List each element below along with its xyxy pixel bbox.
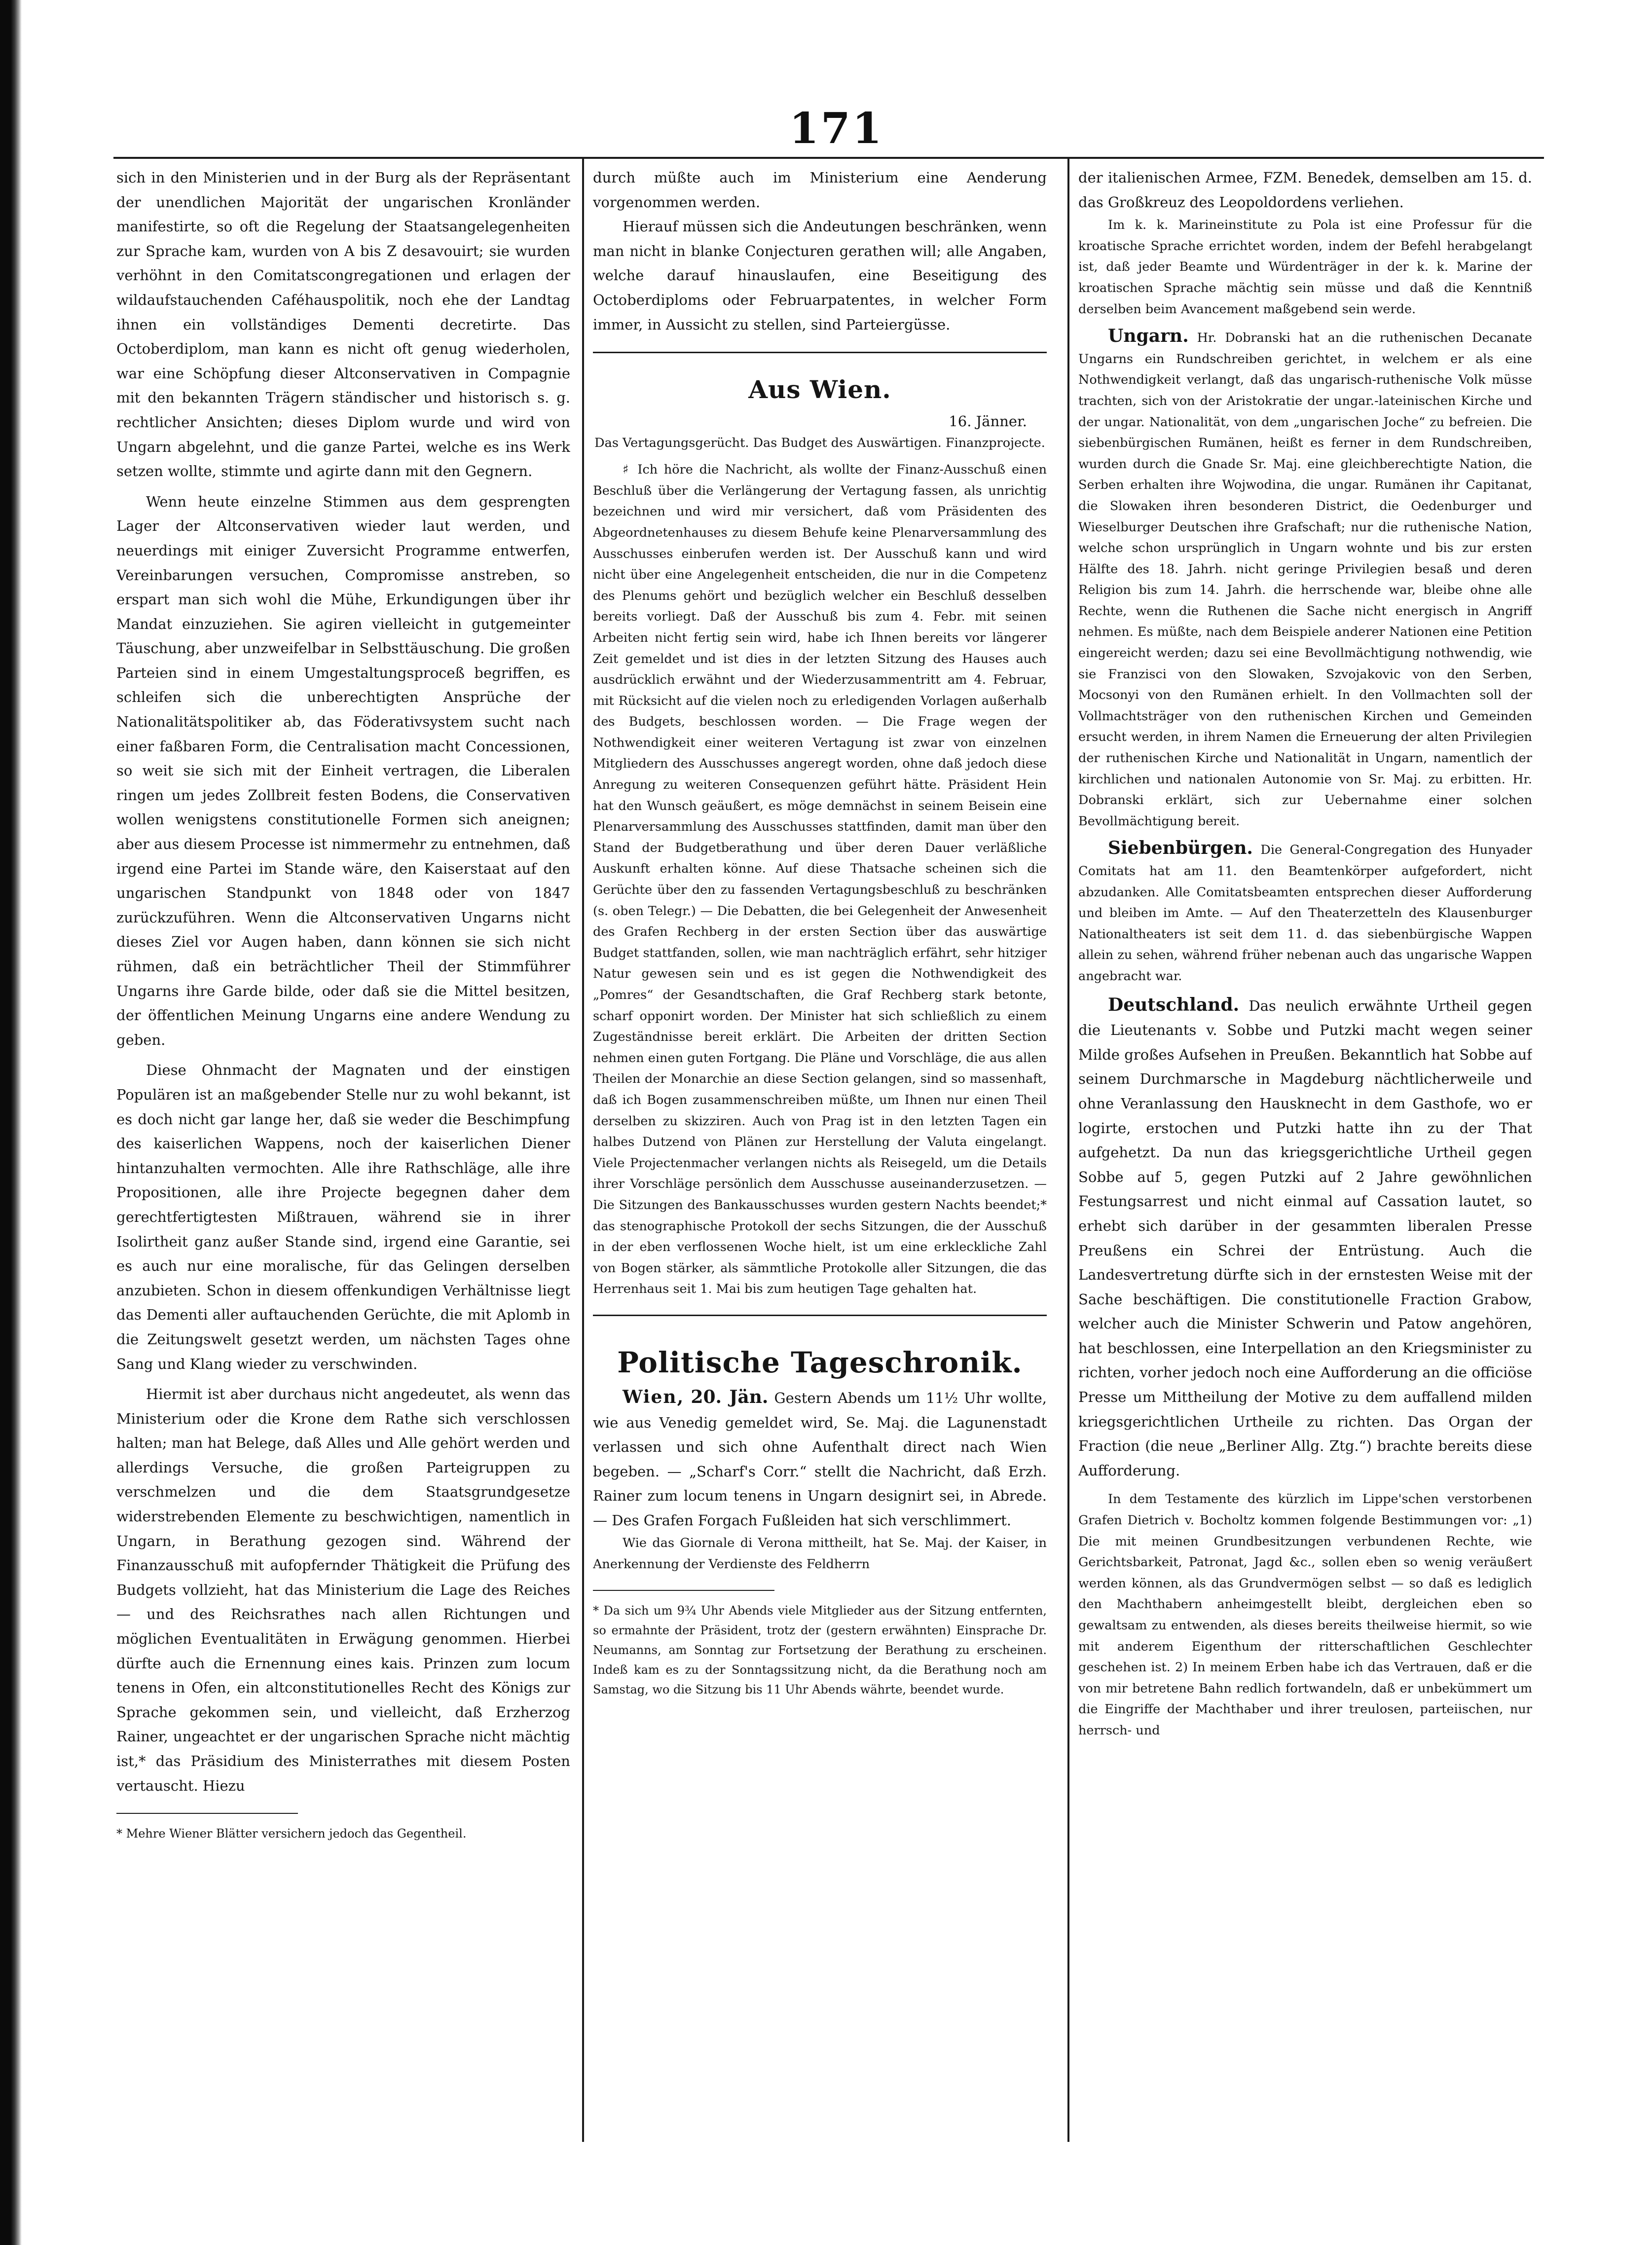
col3-paragraph <box>1078 993 1532 1483</box>
col1-paragraph: Hiermit ist aber durchaus nicht angedeutet, als wenn das Ministerium oder die Krone dem Rathe sich verschlossen halten; man hat Belege, daß Alles und Alle gehört werden und allerdings Versuche, die großen Parteigruppen zu verschmelzen und die dem Staatsgrundgesetze widerstrebenden Elemente zu beschwichtigen, namentlich in Ungarn, in Berathung gezogen sind. Während der Finanzausschuß mit aufopfernder Thätigkeit die Prüfung des Budgets vollzieht, hat das Ministerium die Lage des Reiches — und des Reichsrathes nach allen Richtungen und möglichen Eventualitäten in Erwägung genommen. Hierbei dürfte auch die Ernennung eines kais. Prinzen zum locum tenens in Ofen, ein altconstitutionelles Recht des Königs zur Sprache gekommen sein, und vielleicht, daß Erzherzog Rainer, ungeachtet er der ungarischen Sprache nicht mächtig ist,* das Präsidium des Ministerrathes mit diesem Posten vertauscht. Hiezu <box>116 1386 570 1794</box>
col3-paragraph: Im k. k. Marineinstitute zu Pola ist eine Professur für die kroatische Sprache errichtet worden, indem der Befehl herabgelangt ist, daß jeder Beamte und Würdenträger in der k. k. Marine der kroatischen Sprache mächtig sein müsse und daß die Kenntniß derselben beim Avancement maßgebend sein werde. <box>1078 218 1532 317</box>
col3-paragraph: der italienischen Armee, FZM. Benedek, demselben am 15. d. das Großkreuz des Leopoldordens verliehen. <box>1078 169 1532 211</box>
col2-footnote: * Da sich um 9¾ Uhr Abends viele Mitglieder aus der Sitzung entfernten, so ermahnte der Präsident, trotz der (gestern erwähnten) Einsprache Dr. Neumanns, am Sonntag zur Fortsetzung der Berathung zu erscheinen. Indeß kam es zu der Sonntagssitzung nicht, da die Berathung noch am Samstag, wo die Sitzung bis 11 Uhr Abends währte, beendet wurde. <box>593 1603 1047 1696</box>
lead-deutschland: Deutschland. <box>1108 994 1240 1015</box>
section-heading-tageschronik: Politische Tageschronik. <box>617 1345 1023 1379</box>
column-2 <box>593 166 1047 2159</box>
section-heading-aus-wien: Aus Wien. <box>748 375 891 405</box>
col3-paragraph-text: Die General-Congregation des Hunyader Comitats hat am 11. den Beamtenkörper aufgefordert, nicht abzudanken. Alle Comitatsbeamten entsprechen dieser Aufforderung und bleiben im Amte. — Auf den Theaterzetteln des Klausenburger Nationaltheaters ist seit dem 11. d. das siebenbürgische Wappen allein zu sehen, während früher nebenan auch das ungarische Wappen angebracht war. <box>1078 843 1532 984</box>
col2-paragraph <box>593 459 1047 1300</box>
footnote-rule <box>593 1590 774 1591</box>
col3-paragraph-text: Hr. Dobranski hat an die ruthenischen Decanate Ungarns ein Rundschreiben gerichtet, in welchem er als eine Nothwendigkeit verlangt, daß das ungarisch-ruthenische Volk müsse trachten, sich von der Aristokratie der ungar.-lateinischen Kirche und der ungar. Nationalität, von dem „ungarischen Joche“ zu befreien. Die siebenbürgischen Rumänen, heißt es ferner in dem Rundschreiben, wurden durch die Gnade Sr. Maj. eine gleichberechtigte Nation, die Serben erhalten ihre Wojwodina, die ungar. Rumänen ihr Capitanat, die Slowaken ihren besonderen District, die Oedenburger und Wieselburger Deutschen ihre Grafschaft; nur die ruthenische Nation, welche schon ursprünglich in Ungarn wohnte und bis zur ersten Hälfte des 18. Jahrh. nicht geringe Privilegien besaß und deren Religion bis zum 14. Jahrh. die herrschende war, bleibe ohne alle Rechte, wenn die Ruthenen die Sache nicht energisch in Angriff nehmen. Es müßte, nach dem Beispiele anderer Nationen eine Petition eingereicht werden; dazu sei eine Bevollmächtigung nothwendig, wie sie Franzisci von den Slowaken, Szvojakovic von den Serben, Mocsonyi von den Rumänen erhielt. In den Vollmachten soll der Vollmachtsträger von den ruthenischen Kirchen und Gemeinden ersucht werden, in ihrem Namen die Erneuerung der alten Privilegien der ruthenischen Kirche und Nationalität in Ungarn, namentlich der kirchlichen und nationalen Autonomie von Sr. Maj. zu erbitten. Hr. Dobranski erklärt, sich zur Uebernahme einer solchen Bevollmächtigung bereit. <box>1078 331 1532 829</box>
col1-paragraph: Wenn heute einzelne Stimmen aus dem gesprengten Lager der Altconservativen wieder laut werden, und neuerdings mit einiger Zuversicht Programme entwerfen, Vereinbarungen versuchen, Compromisse anstreben, so erspart man sich wohl die Mühe, Erkundigungen über ihr Mandat einzuziehen. Sie agiren vielleicht in gutgemeinter Täuschung, aber unzweifelbar in Selbsttäuschung. Die großen Parteien sind in einem Umgestaltungsproceß begriffen, es schleifen sich die unberechtigten Ansprüche der Nationalitätspolitiker ab, das Föderativsystem sucht nach einer faßbaren Form, die Centralisation macht Concessionen, so weit sie sich mit der Einheit vertragen, die Liberalen ringen um jedes Zollbreit festen Bodens, die Conservativen wollen wenigstens constitutionelle Formen sich aneignen; aber aus diesem Processe ist nimmermehr zu entnehmen, daß irgend eine Partei im Stande wäre, den Kaiserstaat auf den ungarischen Standpunkt von 1848 oder von 1847 zurückzuführen. Wenn die Altconservativen Ungarns nicht dieses Ziel vor Augen haben, dann können sie sich nicht rühmen, daß ein beträchtlicher Theil der Stimmführer Ungarns ihre Garde bilde, oder daß sie die Mittel besitzen, der öffentlichen Meinung Ungarns eine andere Wendung zu geben. <box>116 493 570 1048</box>
col1-paragraph: sich in den Ministerien und in der Burg als der Repräsentant der unendlichen Majorität der ungarischen Kronländer manifestirte, so oft die Regelung der Staatsangelegenheiten zur Sprache kam, wurden von A bis Z desavouirt; sie wurden verhöhnt in den Comitatscongregationen und erlagen der wildaufstauchenden Caféhauspolitik, noch ehe der Landtag ihnen ein vollständiges Dementi decretirte. Das Octoberdiplom, man kann es nicht oft genug wiederholen, war eine Schöpfung dieser Altconservativen in Compagnie mit den bekannten Trägern ständischer und historisch s. g. rechtlicher Ansichten; dieses Diplom wurde und wird von Ungarn abgelehnt, und die ganze Partei, welche es ins Werk setzen wollte, stimmte und agirte dann mit den Gegnern. <box>116 169 570 480</box>
column-1 <box>116 166 570 2159</box>
col2-paragraph <box>593 1385 1047 1533</box>
col1-footnote: * Mehre Wiener Blätter versichern jedoch das Gegentheil. <box>116 1827 467 1841</box>
column-divider-1 <box>582 159 584 2142</box>
col3-paragraph <box>1078 838 1532 987</box>
section-rule <box>593 352 1047 353</box>
section-subtitle: Das Vertagungsgerücht. Das Budget des Auswärtigen. Finanzprojecte. <box>594 436 1045 451</box>
lead-siebenbuergen: Siebenbürgen. <box>1108 838 1253 859</box>
lead-ungarn: Ungarn. <box>1108 326 1189 347</box>
col2-paragraph: durch müßte auch im Ministerium eine Aenderung vorgenommen werden. <box>593 169 1047 211</box>
lead-date: , 20. Jän. <box>677 1386 769 1407</box>
section-mark-icon: ♯ <box>623 462 638 478</box>
header-rule <box>113 157 1544 159</box>
dateline: 16. Jänner. <box>949 413 1027 430</box>
footnote-rule <box>116 1813 298 1814</box>
page-number: 171 <box>789 104 884 153</box>
section-rule <box>593 1315 1047 1316</box>
column-3 <box>1078 166 1532 2159</box>
lead-wien: Wien <box>623 1386 677 1407</box>
col2-paragraph-text: Ich höre die Nachricht, als wollte der Finanz-Ausschuß einen Beschluß über die Verlängerung der Vertagung fassen, als unrichtig bezeichnen und wird mir versichert, daß vom Präsidenten des Abgeordnetenhauses zu diesem Behufe keine Plenarversammlung des Ausschusses einberufen werden ist. Der Ausschuß kann und wird nicht über eine Angelegenheit entscheiden, die nur in die Competenz des Plenums gehört und bezüglich welcher ein Beschluß desselben bereits vorliegt. Daß der Ausschuß bis zum 4. Febr. mit seinen Arbeiten nicht fertig sein wird, habe ich Ihnen bereits vor längerer Zeit gemeldet und ist dies in der letzten Sitzung des Hauses auch ausdrücklich erwähnt und der Wiederzusammentritt am 4. Februar, mit Rücksicht auf die vielen noch zu erledigenden Vorlagen außerhalb des Budgets, beschlossen worden. — Die Frage wegen der Nothwendigkeit einer weiteren Vertagung ist zwar von einzelnen Mitgliedern des Ausschusses angeregt worden, ohne daß jedoch diese Anregung zu weiteren Consequenzen geführt hätte. Präsident Hein hat den Wunsch geäußert, es möge demnächst in seinem Beisein eine Plenarversammlung des Ausschusses stattfinden, damit man über den Stand der Budgetberathung und über deren Dauer verläßliche Auskunft erhalten könne. Auf diese Thatsache scheinen sich die Gerüchte über den zu fassenden Vertagungsbeschluß zu beschränken (s. oben Telegr.) — Die Debatten, die bei Gelegenheit der Anwesenheit des Grafen Rechberg in der ersten Section über das auswärtige Budget stattfanden, sollen, wie man nachträglich erfährt, sehr hitziger Natur gewesen sein und es ist gegen die Nothwendigkeit des „Pomres“ der Gesandtschaften, die Graf Rechberg stark betonte, scharf opponirt worden. Der Minister hat sich schließlich zu einem Zugeständnisse bereit erklärt. Die Arbeiten der dritten Section nehmen einen guten Fortgang. Die Pläne und Vorschläge, die aus allen Theilen der Monarchie an diese Section gelangen, sind so massenhaft, daß ich Bogen zusammenschreiben müßte, um Ihnen nur einen Theil derselben zu skizziren. Auch von Prag ist in den letzten Tagen ein halbes Dutzend von Plänen zur Herstellung der Valuta eingelangt. Viele Projectenmacher verlangen nichts als Reisegeld, um die Details ihrer Vorschläge persönlich dem Ausschusse auseinanderzusetzen. — Die Sitzungen des Bankausschusses wurden gestern Nachts beendet;* das stenographische Protokoll der sechs Sitzungen, die der Ausschuß in der eben verflossenen Woche hielt, ist um eine erkleckliche Zahl von Bogen stärker, als sämmtliche Protokolle aller Sitzungen, die das Herrenhaus seit 1. Mai bis zum heutigen Tage gehalten hat. <box>593 462 1047 1297</box>
col3-paragraph: In dem Testamente des kürzlich im Lippe'schen verstorbenen Grafen Dietrich v. Bocholtz kommen folgende Bestimmungen vor: „1) Die mit meinen Grundbesitzungen verbundenen Rechte, wie Gerichtsbarkeit, Patronat, Jagd &c., sollen eben so wenig veräußert werden können, als das Grundvermögen selbst — so daß es lediglich den Machthabern anheimgestellt bleibt, dergleichen eben so gewaltsam zu entwenden, als dieses bereits theilweise hiermit, so wie mit anderem Eigenthum der ritterschaftlichen Geschlechter geschehen ist. 2) In meinem Erben habe ich das Vertrauen, daß er die von mir betretene Bahn redlich fortwandeln, daß er unbekümmert um die Eingriffe der Machthaber und ihrer treulosen, parteiischen, nur herrsch- und <box>1078 1492 1532 1738</box>
col3-paragraph-text: Das neulich erwähnte Urtheil gegen die Lieutenants v. Sobbe und Putzki macht wegen seiner Milde großes Aufsehen in Preußen. Bekanntlich hat Sobbe auf seinem Durchmarsche in Magdeburg nächtlicherweile und ohne Veranlassung den Hausknecht in dem Gasthofe, wo er logirte, erstochen und Putzki hatte ihn zu der That aufgehetzt. Da nun das kriegsgerichtliche Urtheil gegen Sobbe auf 5, gegen Putzki auf 2 Jahre gewöhnlichen Festungsarrest und nicht einmal auf Cassation lautet, so erhebt sich darüber in der gesammten liberalen Presse Preußens ein Schrei der Entrüstung. Auch die Landesvertretung dürfte sich in der ernstesten Weise mit der Sache beschäftigen. Die constitutionelle Fraction Grabow, welcher auch die Minister Schwerin und Patow angehören, hat beschlossen, eine Interpellation an den Kriegsminister zu richten, vorher jedoch noch eine Aufforderung an die officiöse Presse um Mittheilung der Motive zu dem auffallend milden kriegsgerichtlichen Urtheile zu richten. Das Organ der Fraction (die neue „Berliner Allg. Ztg.“) brachte bereits diese Aufforderung. <box>1078 997 1532 1479</box>
col3-paragraph <box>1078 326 1532 832</box>
col2-paragraph: Hierauf müssen sich die Andeutungen beschränken, wenn man nicht in blanke Conjecturen gerathen will; alle Angaben, welche darauf hinauslaufen, eine Beseitigung des Octoberdiploms oder Februarpatentes, in welcher Form immer, in Aussicht zu stellen, sind Parteiergüsse. <box>593 218 1047 333</box>
col2-paragraph: Wie das Giornale di Verona mittheilt, hat Se. Maj. der Kaiser, in Anerkennung der Verdienste des Feldherrn <box>593 1536 1047 1572</box>
col2-paragraph-text: Gestern Abends um 11½ Uhr wollte, wie aus Venedig gemeldet wird, Se. Maj. die Lagunenstadt verlassen und sich ohne Aufenthalt direct nach Wien begeben. — „Scharf's Corr.“ stellt die Nachricht, daß Erzh. Rainer zum locum tenens in Ungarn designirt sei, in Abrede. — Des Grafen Forgach Fußleiden hat sich verschlimmert. <box>593 1389 1047 1529</box>
column-divider-2 <box>1067 159 1069 2142</box>
page-binding-edge <box>0 0 22 2245</box>
col1-paragraph: Diese Ohnmacht der Magnaten und der einstigen Populären ist an maßgebender Stelle nur zu wohl bekannt, ist es doch nicht gar lange her, daß sie weder die Beschimpfung des kaiserlichen Wappens, noch der kaiserlichen Diener hintanzuhalten vermochten. Alle ihre Rathschläge, alle ihre Propositionen, alle ihre Projecte begegnen daher dem gerechtfertigtesten Mißtrauen, während sie in ihrer Isolirtheit ganz außer Stande sind, irgend eine Garantie, sei es auch nur eine moralische, für das Gelingen derselben anzubieten. Schon in diesem offenkundigen Verhältnisse liegt das Dementi aller auftauchenden Gerüchte, die mit Aplomb in die Zeitungswelt gesetzt werden, um nächsten Tages ohne Sang und Klang wieder zu verschwinden. <box>116 1062 570 1372</box>
